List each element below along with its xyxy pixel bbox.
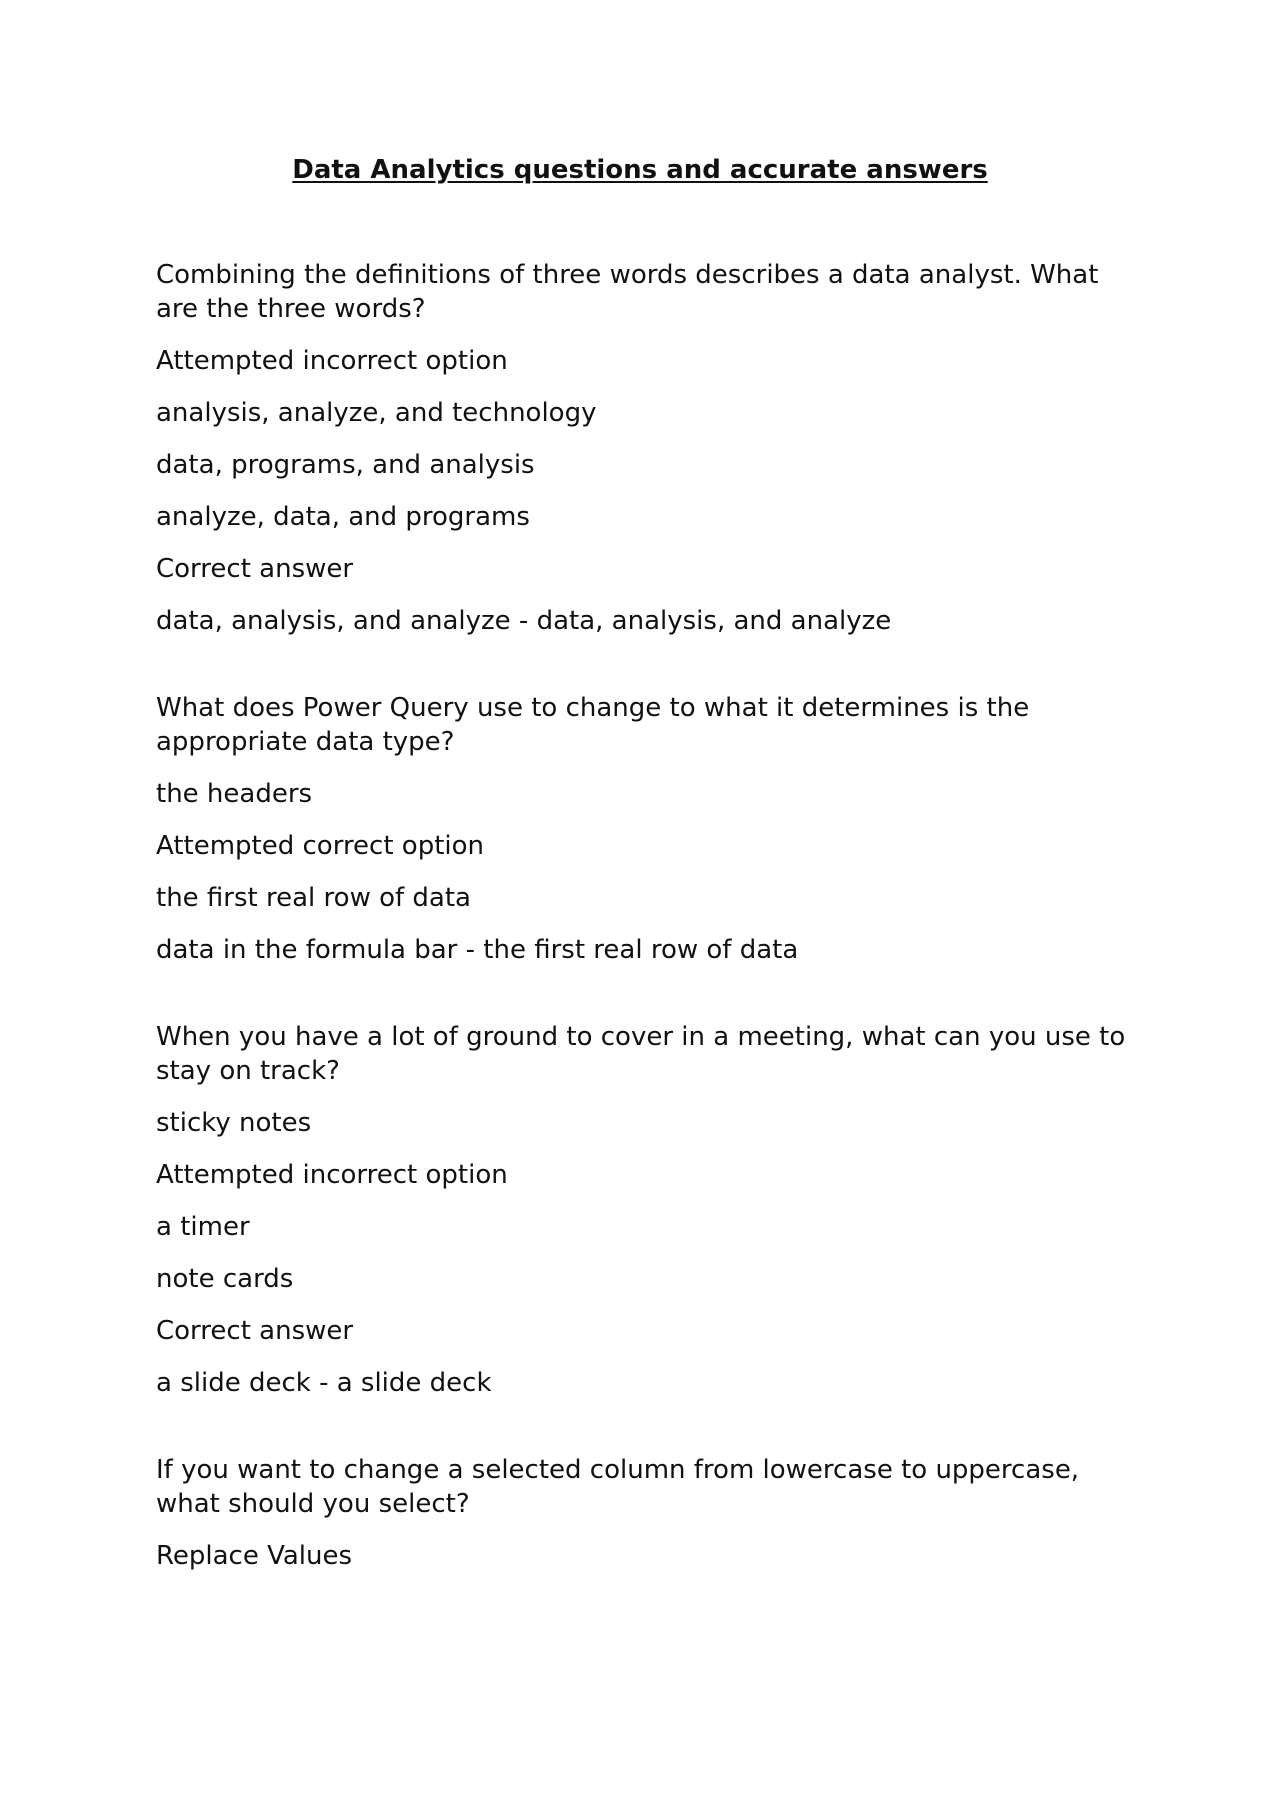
question-block xyxy=(156,258,1136,638)
question-prompt: When you have a lot of ground to cover in a meeting, what can you use to stay on track? xyxy=(156,1022,1126,1086)
answer-line: Correct answer xyxy=(156,1316,354,1346)
question-block xyxy=(156,691,1136,967)
question-prompt: What does Power Query use to change to what it determines is the appropriate data type? xyxy=(156,693,1030,757)
question-block xyxy=(156,1020,1136,1400)
answer-line: Attempted incorrect option xyxy=(156,346,508,376)
answer-line: Replace Values xyxy=(156,1541,353,1571)
answer-line: Attempted incorrect option xyxy=(156,1160,508,1190)
question-prompt: Combining the definitions of three words describes a data analyst. What are the three words? xyxy=(156,260,1099,324)
answer-line: data in the formula bar - the first real row of data xyxy=(156,935,799,965)
answer-line: analyze, data, and programs xyxy=(156,502,530,532)
answer-line: Correct answer xyxy=(156,554,354,584)
answer-line: a timer xyxy=(156,1212,250,1242)
page-title: Data Analytics questions and accurate answers xyxy=(292,155,988,185)
answer-line: sticky notes xyxy=(156,1108,312,1138)
answer-line: the first real row of data xyxy=(156,883,471,913)
answer-line: the headers xyxy=(156,779,313,809)
answer-line: note cards xyxy=(156,1264,294,1294)
answer-line: data, analysis, and analyze - data, analysis, and analyze xyxy=(156,606,892,636)
answer-line: data, programs, and analysis xyxy=(156,450,535,480)
question-list xyxy=(156,258,1136,1626)
answer-line: a slide deck - a slide deck xyxy=(156,1368,492,1398)
answer-line: Attempted correct option xyxy=(156,831,485,861)
answer-line: analysis, analyze, and technology xyxy=(156,398,597,428)
question-block xyxy=(156,1453,1136,1573)
question-prompt: If you want to change a selected column from lowercase to uppercase, what should you select? xyxy=(156,1455,1080,1519)
